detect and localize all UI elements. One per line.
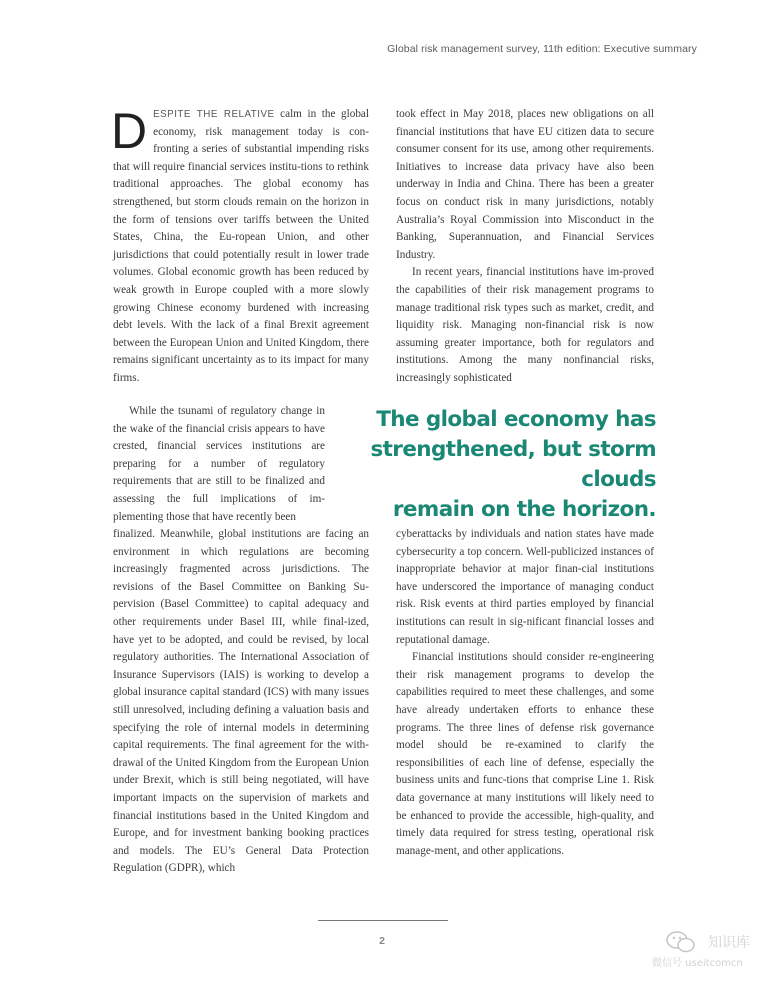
page-number: 2 <box>379 935 385 947</box>
column-2-bottom <box>396 526 654 860</box>
column-1-bottom <box>113 526 369 878</box>
paragraph-regulatory-a: While the tsunami of regulatory change in the wake of the financial crisis appears to have crested, financial services institutions are preparing for a number of regulatory requirements that are still to be finalized and assessing the full implications of im-plementing those that have recently been <box>113 405 325 523</box>
paragraph-cyber: cyberattacks by individuals and nation states have made cybersecurity a top concern. Well-publicized instances of inappropriate behavior at major finan-cial institutions have underscored the importance of managing conduct risk. Risk events at third parties employed by financial institutions can result in sig-nificant financial losses and reputational damage. <box>396 528 654 646</box>
drop-cap: D <box>111 103 148 159</box>
wechat-logo-icon <box>666 930 696 954</box>
pull-quote-line-3: remain on the horizon. <box>392 497 656 522</box>
running-header: Global risk management survey, 11th edition: Executive summary <box>387 43 697 55</box>
watermark <box>652 928 762 974</box>
lead-small-caps: ESPITE THE RELATIVE <box>153 109 275 120</box>
column-1-narrow <box>113 403 325 526</box>
pull-quote-line-2: strengthened, but storm clouds <box>370 437 656 492</box>
paragraph-intro <box>111 103 369 388</box>
paragraph-regulatory-b: finalized. Meanwhile, global institutions are facing an environment in which regulations are becoming increasingly fragmented across jurisdictions. The revisions of the Basel Committee on Banking Su-pervision (Basel Committee) to capital adequacy and other requirements under Basel III, while final-ized, have yet to be adopted, and could be revised, by local regulatory authorities. The International Association of Insurance Supervisors (IAIS) is working to develop a global insurance capital standard (ICS) with many issues still unresolved, including defining a valuation basis and specifying the role of internal models in determining capital requirements. The final agreement for the with-drawal of the United Kingdom from the European Union under Brexit, which is still being negotiated, will have important impacts on the supervision of markets and financial institutions based in the United Kingdom and Europe, and for investment banking booking practices and models. The EU’s General Data Protection Regulation (GDPR), which <box>113 528 369 875</box>
column-2-top <box>396 106 654 388</box>
watermark-subtitle: 微信号 useitcomcn <box>652 958 743 969</box>
paragraph-nonfinancial: In recent years, financial institutions have im-proved the capabilities of their risk management programs to manage traditional risk types such as market, credit, and liquidity risk. Managing non-financial risk is now assuming greater importance, both for regulators and institutions. Among the many nonfinancial risks, increasingly sophisticated <box>396 266 654 384</box>
pull-quote <box>340 405 656 525</box>
watermark-title: 知识库 <box>708 935 750 951</box>
paragraph-reengineering: Financial institutions should consider re-engineering their risk management programs to develop the capabilities required to meet these challenges, and some have already undertaken efforts to enhance these programs. The three lines of defense risk governance model should be re-examined to clarify the responsibilities of each line of defense, especially the business units and func-tions that comprise Line 1. Risk data governance at many institutions will likely need to be enhanced to provide the accessible, high-quality, and timely data required for stress testing, operational risk manage-ment, and other applications. <box>396 651 654 857</box>
paragraph-intro-text: calm in the global economy, risk management today is con-fronting a series of substantial impending risks that will require financial services institu-tions to rethink traditional approaches. The global economy has strengthened, but storm clouds remain on the horizon in the form of tensions over tariffs between the United States, China, the Eu-ropean Union, and other jurisdictions that could potentially result in lower trade volumes. Global economic growth has been reduced by weak growth in Europe coupled with a more slowly growing Chinese economy burdened with increasing debt levels. With the lack of a final Brexit agreement between the European Union and United Kingdom, there remains significant uncertainty as to its impact for many firms. <box>113 108 369 384</box>
pull-quote-line-1: The global economy has <box>376 407 656 432</box>
column-1-top <box>111 103 369 388</box>
footer-rule <box>318 920 448 921</box>
paragraph-gdpr: took effect in May 2018, places new obligations on all financial institutions that have EU citizen data to secure consumer consent for its use, among other requirements. Initiatives to increase data privacy have also been underway in India and China. There has been a greater focus on conduct risk in many jurisdictions, notably Australia’s Royal Commission into Misconduct in the Banking, Superannuation, and Financial Services Industry. <box>396 108 654 261</box>
